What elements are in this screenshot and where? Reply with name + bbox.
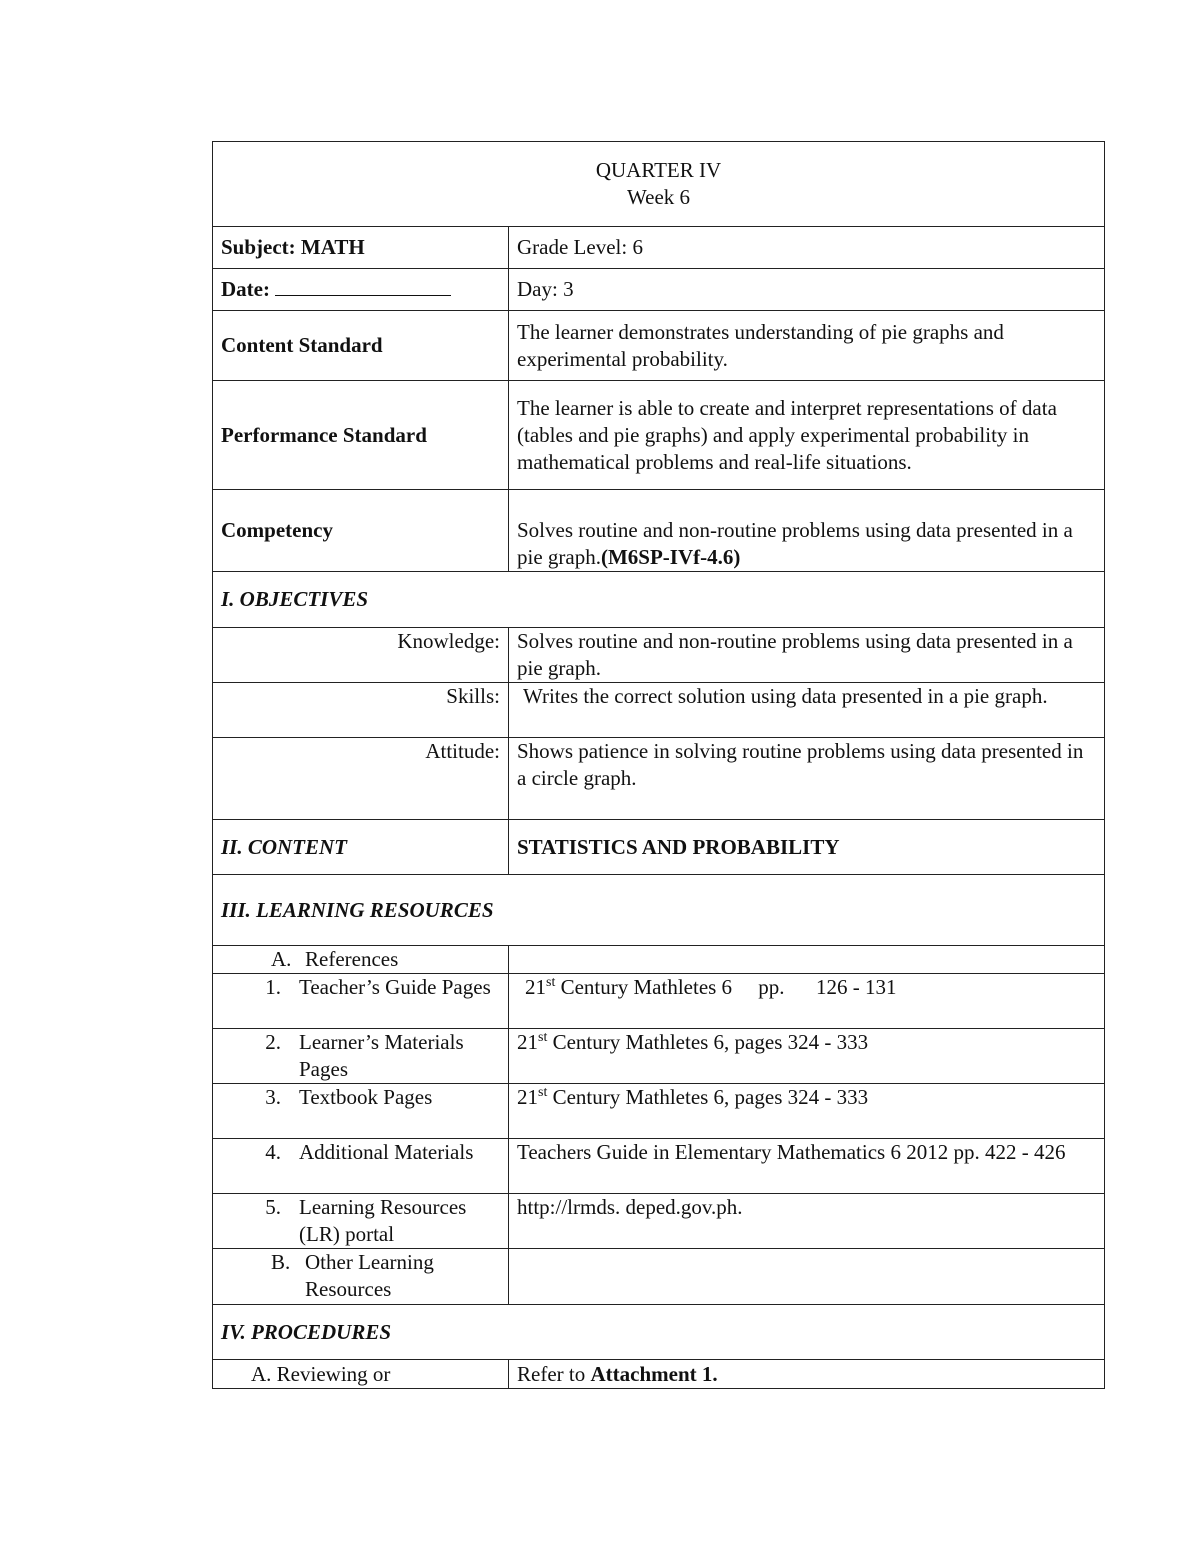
- references-row: [213, 946, 1105, 974]
- attitude-row: [213, 738, 1105, 820]
- procedure-a-label: A. Reviewing or: [213, 1360, 509, 1389]
- resource-row-2: [213, 1029, 1105, 1084]
- resources-heading: III. LEARNING RESOURCES: [213, 875, 1105, 946]
- day-label: Day: 3: [509, 269, 1105, 311]
- resource-label-3: Textbook Pages: [299, 1085, 433, 1109]
- other-resources-label: Other Learning Resources: [305, 1250, 434, 1301]
- resource-label-5: Learning Resources (LR) portal: [299, 1195, 467, 1246]
- attachment-ref: Attachment 1.: [590, 1361, 718, 1386]
- performance-standard-label: Performance Standard: [213, 381, 509, 490]
- resource-label-cell-1: [213, 974, 509, 1029]
- other-resources-cell: [213, 1249, 509, 1305]
- subject-row: [213, 227, 1105, 269]
- references-value: [509, 946, 1105, 974]
- grade-level: Grade Level: 6: [509, 227, 1105, 269]
- header-row: [213, 142, 1105, 227]
- resource-value-4: Teachers Guide in Elementary Mathematics 6 2012 pp. 422 - 426: [509, 1139, 1105, 1194]
- date-cell: [213, 269, 509, 311]
- content-standard-text: The learner demonstrates understanding of pie graphs and experimental probability.: [509, 311, 1105, 381]
- resource-label-1: Teacher’s Guide Pages: [299, 975, 491, 999]
- knowledge-text: Solves routine and non-routine problems using data presented in a pie graph.: [509, 628, 1105, 683]
- week-label: Week 6: [626, 185, 691, 209]
- resource-num-4: 4.: [265, 1140, 281, 1164]
- resource-num-3: 3.: [265, 1085, 281, 1109]
- date-label: Date:: [221, 277, 270, 301]
- competency-code: (M6SP-IVf-4.6): [600, 545, 741, 569]
- procedures-heading: IV. PROCEDURES: [213, 1305, 1105, 1360]
- objectives-heading: I. OBJECTIVES: [213, 572, 1105, 628]
- resource-value-2: 21st Century Mathletes 6, pages 324 - 333: [509, 1029, 1105, 1084]
- resource-row-1: [213, 974, 1105, 1029]
- quarter-title: QUARTER IV: [595, 158, 722, 182]
- resource-label-2: Learner’s Materials Pages: [299, 1030, 464, 1081]
- resource-value-3: 21st Century Mathletes 6, pages 324 - 333: [509, 1084, 1105, 1139]
- procedure-a-row: [213, 1360, 1105, 1389]
- resource-label-cell-4: [213, 1139, 509, 1194]
- procedures-heading-row: [213, 1305, 1105, 1360]
- content-standard-row: [213, 311, 1105, 381]
- other-resources-num: B.: [271, 1250, 291, 1274]
- content-row: [213, 820, 1105, 875]
- resource-num-1: 1.: [265, 975, 281, 999]
- competency-text-cell: [509, 490, 1105, 572]
- references-label: References: [305, 947, 399, 971]
- content-value: STATISTICS AND PROBABILITY: [509, 820, 1105, 875]
- resource-label-cell-3: [213, 1084, 509, 1139]
- lr-portal-link[interactable]: http://lrmds. deped.gov.ph.: [509, 1194, 1105, 1249]
- subject-label: Subject: MATH: [213, 227, 509, 269]
- competency-text: Solves routine and non-routine problems using data presented in a pie graph.: [517, 518, 1073, 569]
- competency-row: [213, 490, 1105, 572]
- skills-label: Skills:: [213, 683, 509, 738]
- date-row: [213, 269, 1105, 311]
- resource-value-1: 21st Century Mathletes 6 pp. 126 - 131: [509, 974, 1105, 1029]
- header-cell: [213, 142, 1105, 227]
- resource-label-cell-2: [213, 1029, 509, 1084]
- performance-standard-row: [213, 381, 1105, 490]
- other-resources-value: [509, 1249, 1105, 1305]
- resource-row-5: [213, 1194, 1105, 1249]
- resource-num-5: 5.: [265, 1195, 281, 1219]
- resource-row-4: [213, 1139, 1105, 1194]
- attitude-label: Attitude:: [213, 738, 509, 820]
- resource-label-4: Additional Materials: [299, 1140, 474, 1164]
- performance-standard-text: The learner is able to create and interpret representations of data (tables and pie graphs) and apply experimental probability in mathematical problems and real-life situations.: [509, 381, 1105, 490]
- knowledge-label: Knowledge:: [213, 628, 509, 683]
- resource-num-2: 2.: [265, 1030, 281, 1054]
- attitude-text: Shows patience in solving routine problems using data presented in a circle graph.: [509, 738, 1105, 820]
- procedure-a-value: Refer to Attachment 1.: [509, 1360, 1105, 1389]
- content-standard-label: Content Standard: [213, 311, 509, 381]
- resource-label-cell-5: [213, 1194, 509, 1249]
- lesson-plan-table: [212, 141, 1105, 1389]
- references-num: A.: [271, 947, 292, 971]
- knowledge-row: [213, 628, 1105, 683]
- other-resources-row: [213, 1249, 1105, 1305]
- objectives-heading-row: [213, 572, 1105, 628]
- skills-row: [213, 683, 1105, 738]
- date-blank-line: [275, 277, 451, 296]
- content-heading: II. CONTENT: [213, 820, 509, 875]
- resource-row-3: [213, 1084, 1105, 1139]
- references-cell: [213, 946, 509, 974]
- skills-text: Writes the correct solution using data presented in a pie graph.: [509, 683, 1105, 738]
- resources-heading-row: [213, 875, 1105, 946]
- competency-label: Competency: [213, 490, 509, 572]
